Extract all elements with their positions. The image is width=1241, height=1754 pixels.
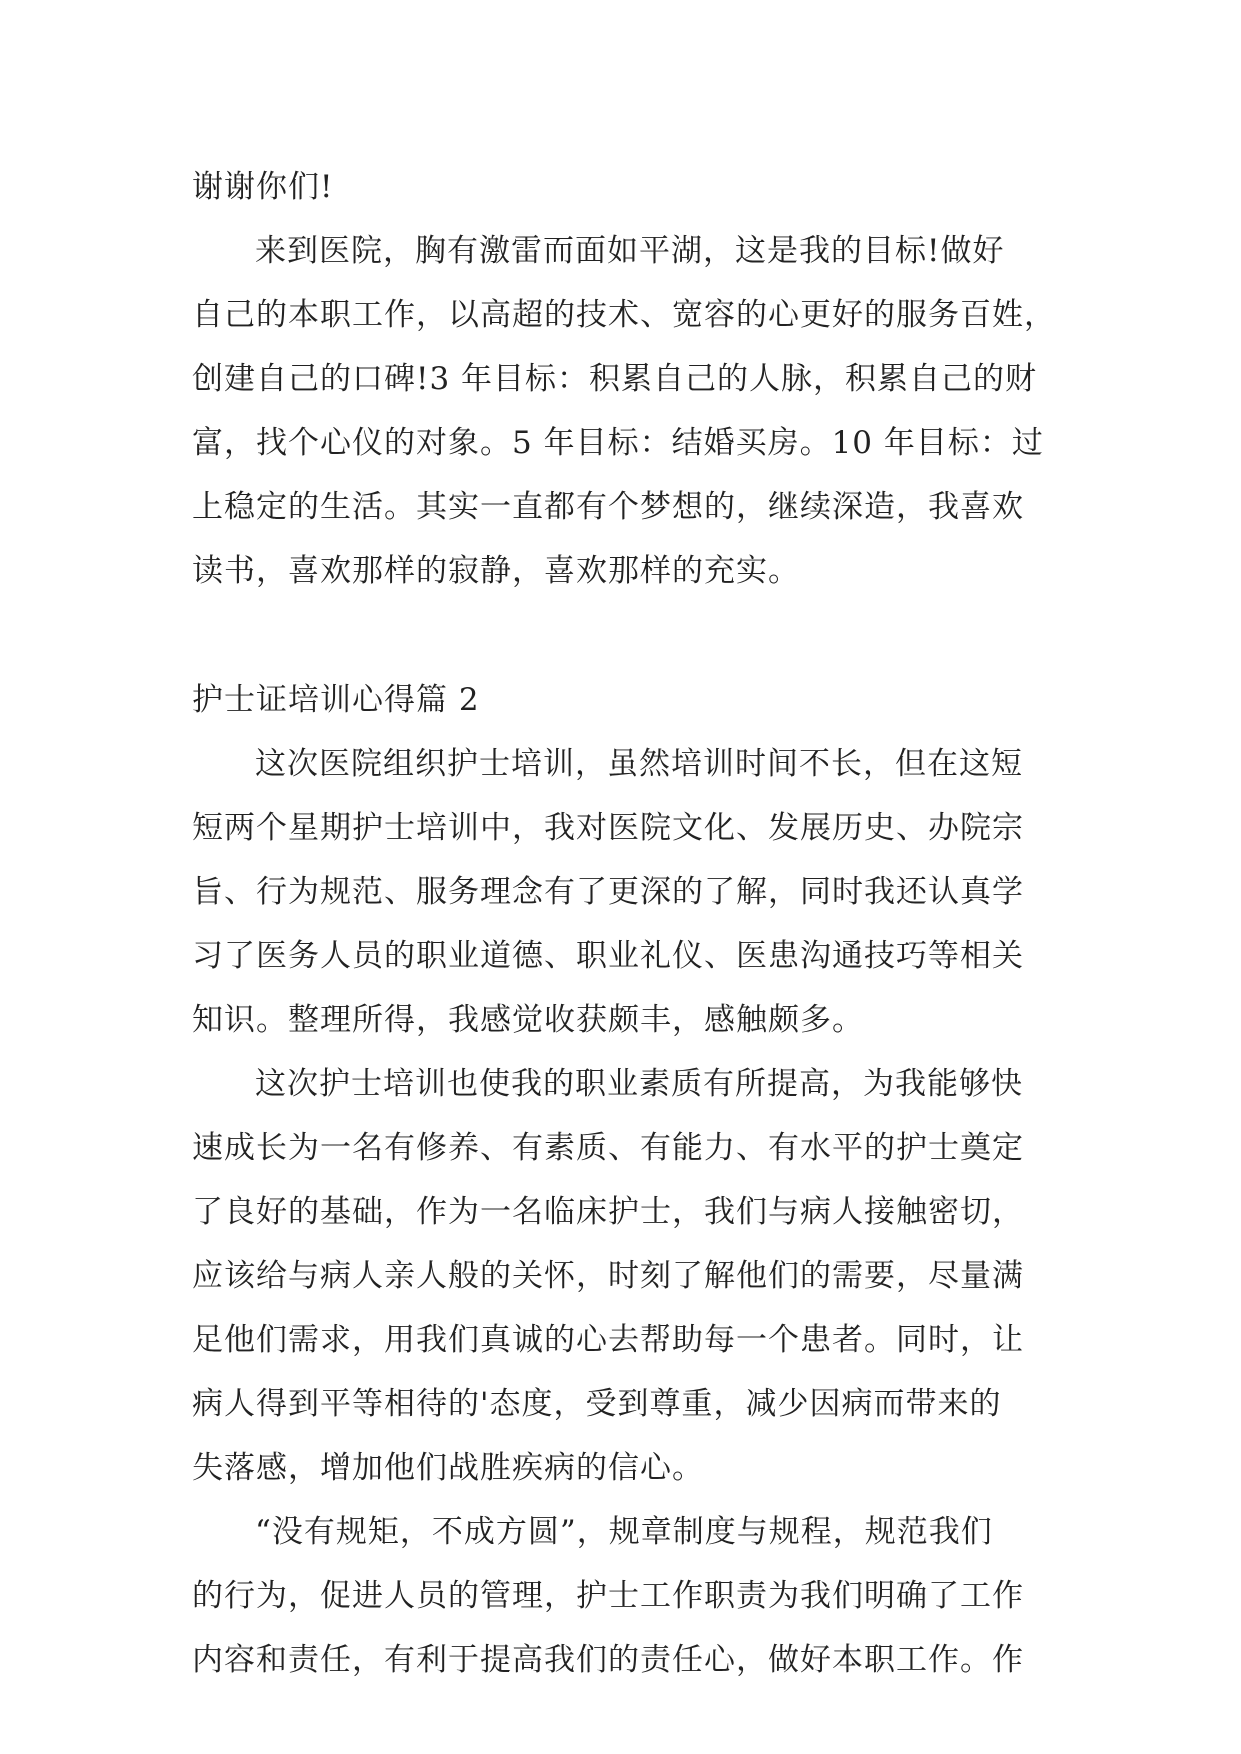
text-line: 创建自己的口碑!3 年目标：积累自己的人脉，积累自己的财 xyxy=(192,361,1038,397)
text-line: 知识。整理所得，我感觉收获颇丰，感触颇多。 xyxy=(192,1002,864,1038)
text-line: 旨、行为规范、服务理念有了更深的了解，同时我还认真学 xyxy=(192,874,1024,910)
text-line: 了良好的基础，作为一名临床护士，我们与病人接触密切， xyxy=(192,1194,1024,1230)
text-line: 速成长为一名有修养、有素质、有能力、有水平的护士奠定 xyxy=(192,1130,1024,1166)
text-line: 这次医院组织护士培训，虽然培训时间不长，但在这短 xyxy=(255,746,1023,782)
text-line: 应该给与病人亲人般的关怀，时刻了解他们的需要，尽量满 xyxy=(192,1258,1024,1294)
text-line: 习了医务人员的职业道德、职业礼仪、医患沟通技巧等相关 xyxy=(192,938,1024,974)
text-line: 上稳定的生活。其实一直都有个梦想的，继续深造，我喜欢 xyxy=(192,489,1024,525)
text-line: 短两个星期护士培训中，我对医院文化、发展历史、办院宗 xyxy=(192,810,1024,846)
text-line: “没有规矩，不成方圆”，规章制度与规程，规范我们 xyxy=(255,1514,993,1550)
text-line: 足他们需求，用我们真诚的心去帮助每一个患者。同时，让 xyxy=(192,1322,1024,1358)
text-line: 读书，喜欢那样的寂静，喜欢那样的充实。 xyxy=(192,553,800,589)
text-line: 来到医院，胸有激雷而面如平湖，这是我的目标!做好 xyxy=(255,233,1005,269)
text-line: 内容和责任，有利于提高我们的责任心，做好本职工作。作 xyxy=(192,1642,1024,1678)
text-line: 病人得到平等相待的'态度，受到尊重，减少因病而带来的 xyxy=(192,1386,1002,1422)
text-line: 自己的本职工作，以高超的技术、宽容的心更好的服务百姓， xyxy=(192,297,1056,333)
text-line: 这次护士培训也使我的职业素质有所提高，为我能够快 xyxy=(255,1066,1023,1102)
text-line: 的行为，促进人员的管理，护士工作职责为我们明确了工作 xyxy=(192,1578,1024,1614)
document-page xyxy=(192,155,1056,1692)
text-line: 谢谢你们! xyxy=(192,169,334,205)
text-line: 失落感，增加他们战胜疾病的信心。 xyxy=(192,1450,704,1486)
section-title: 护士证培训心得篇 2 xyxy=(192,682,480,718)
text-line: 富，找个心仪的对象。5 年目标：结婚买房。10 年目标：过 xyxy=(192,425,1044,461)
